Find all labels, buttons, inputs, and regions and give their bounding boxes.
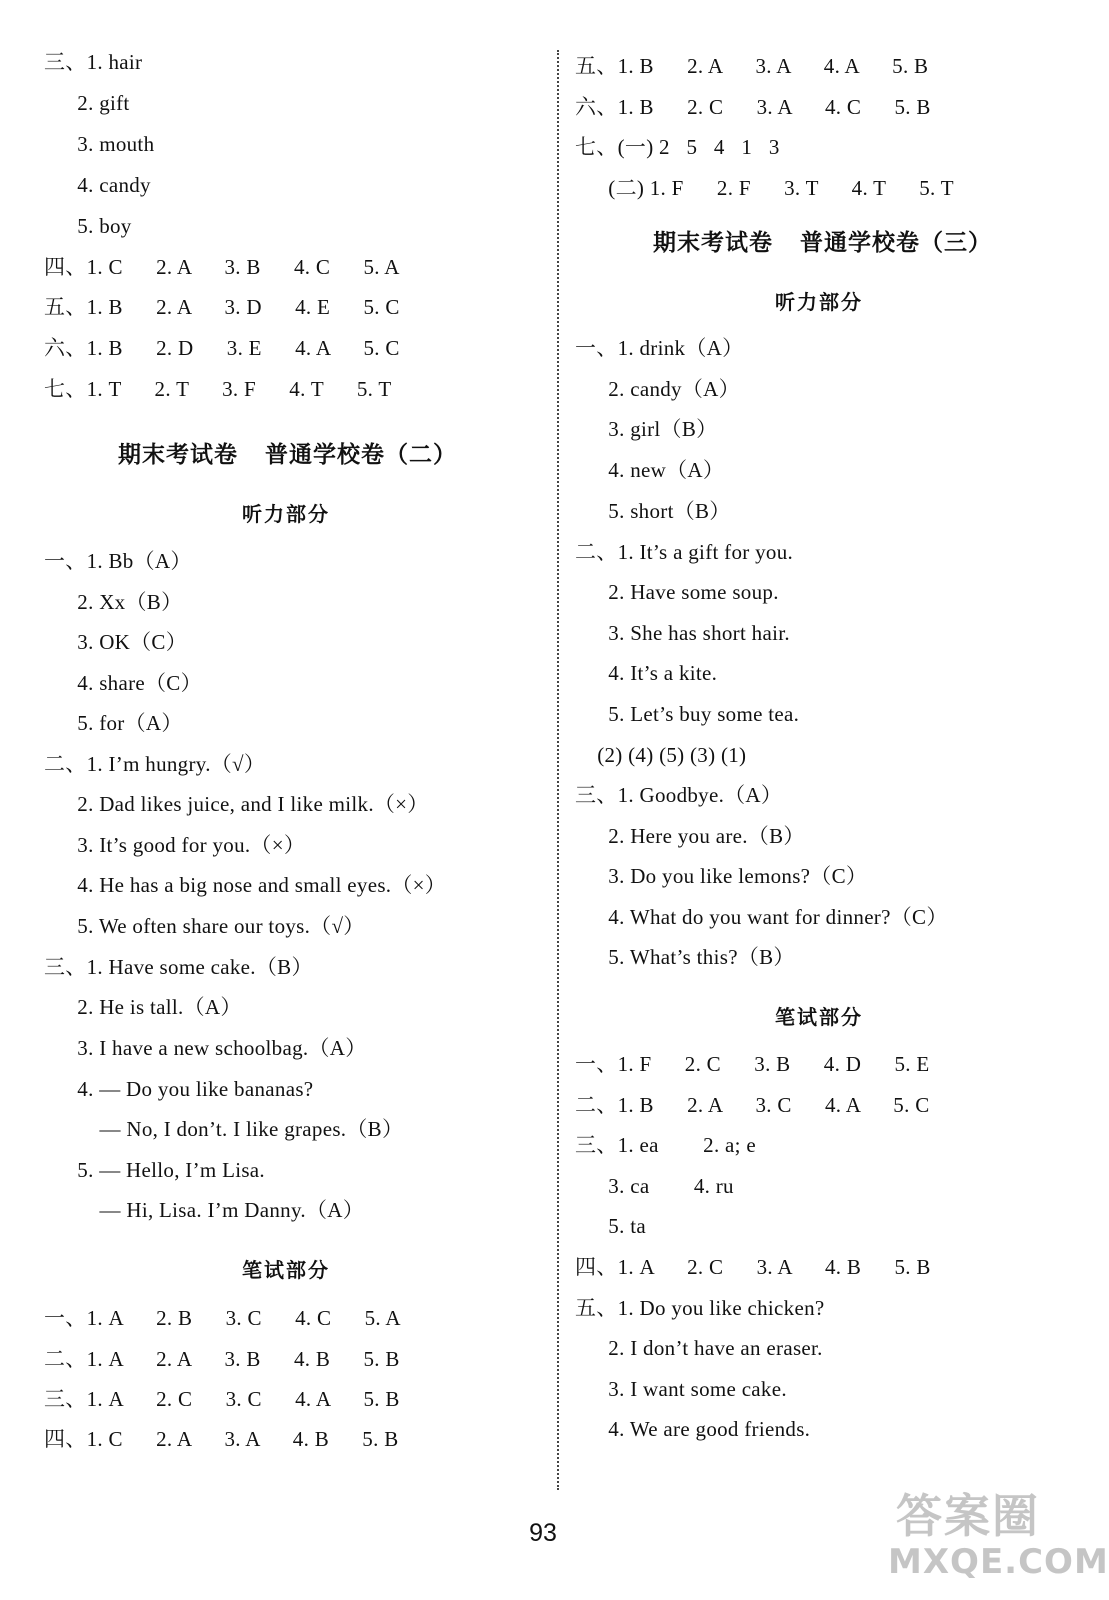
- answer-line: 五、1. Do you like chicken?: [575, 1296, 825, 1320]
- watermark-domain: MXQE.COM: [888, 1542, 1109, 1582]
- section-subtitle: 笔试部分: [775, 1005, 863, 1029]
- answer-line: 5. — Hello, I’m Lisa.: [44, 1158, 265, 1182]
- answer-line: 2. Here you are.（B）: [575, 824, 805, 848]
- answer-line: 三、1. ea 2. a; e: [575, 1133, 756, 1157]
- answer-line: 五、1. B 2. A 3. D 4. E 5. C: [44, 295, 400, 319]
- answer-line: 五、1. B 2. A 3. A 4. A 5. B: [575, 54, 929, 78]
- answer-line: 5. We often share our toys.（√）: [44, 914, 365, 938]
- answer-line: 一、1. Bb（A）: [44, 549, 192, 573]
- answer-line: 3. I have a new schoolbag.（A）: [44, 1036, 367, 1060]
- answer-line: 一、1. F 2. C 3. B 4. D 5. E: [575, 1052, 930, 1076]
- answer-line: 2. Have some soup.: [575, 580, 779, 604]
- answer-line: 二、1. B 2. A 3. C 4. A 5. C: [575, 1093, 930, 1117]
- answer-line: 一、1. A 2. B 3. C 4. C 5. A: [44, 1306, 401, 1330]
- column-divider: [557, 50, 559, 1490]
- answer-line: 一、1. drink（A）: [575, 336, 744, 360]
- answer-line: 三、1. hair: [44, 50, 143, 74]
- answer-line: 2. I don’t have an eraser.: [575, 1336, 823, 1360]
- answer-line: 六、1. B 2. C 3. A 4. C 5. B: [575, 95, 931, 119]
- answer-line: 4. What do you want for dinner?（C）: [575, 905, 948, 929]
- answer-line: 4. He has a big nose and small eyes.（×）: [44, 873, 447, 897]
- answer-line: 3. mouth: [44, 132, 155, 156]
- section-subtitle: 听力部分: [775, 290, 863, 314]
- answer-line: 四、1. C 2. A 3. A 4. B 5. B: [44, 1427, 399, 1451]
- answer-line: 3. I want some cake.: [575, 1377, 787, 1401]
- answer-line: 4. — Do you like bananas?: [44, 1077, 314, 1101]
- answer-line: 七、1. T 2. T 3. F 4. T 5. T: [44, 377, 392, 401]
- answer-line: 5. What’s this?（B）: [575, 945, 795, 969]
- answer-line: 4. new（A）: [575, 458, 725, 482]
- section-title: 期末考试卷 普通学校卷（三）: [653, 230, 993, 256]
- section-subtitle: 笔试部分: [242, 1258, 330, 1282]
- answer-line: 3. She has short hair.: [575, 621, 790, 645]
- answer-line: 4. It’s a kite.: [575, 661, 718, 685]
- answer-line: 5. for（A）: [44, 711, 183, 735]
- answer-line: 5. short（B）: [575, 499, 731, 523]
- answer-line: 2. candy（A）: [575, 377, 740, 401]
- answer-line: 3. girl（B）: [575, 417, 718, 441]
- answer-line: 四、1. C 2. A 3. B 4. C 5. A: [44, 255, 400, 279]
- answer-line: 3. ca 4. ru: [575, 1174, 734, 1198]
- answer-line: 三、1. Goodbye.（A）: [575, 783, 783, 807]
- answer-line: 六、1. B 2. D 3. E 4. A 5. C: [44, 336, 400, 360]
- answer-line: 4. candy: [44, 173, 151, 197]
- answer-line: 二、1. It’s a gift for you.: [575, 540, 794, 564]
- answer-line: 2. Dad likes juice, and I like milk.（×）: [44, 792, 429, 816]
- answer-line: (二) 1. F 2. F 3. T 4. T 5. T: [575, 176, 954, 200]
- answer-line: 七、(一) 2 5 4 1 3: [575, 135, 780, 159]
- answer-line: 二、1. I’m hungry.（√）: [44, 752, 266, 776]
- section-title: 期末考试卷 普通学校卷（二）: [118, 442, 458, 468]
- answer-line: — No, I don’t. I like grapes.（B）: [44, 1117, 404, 1141]
- section-subtitle: 听力部分: [242, 502, 330, 526]
- answer-line: 5. Let’s buy some tea.: [575, 702, 800, 726]
- watermark-glyphs: 答案圈: [896, 1489, 1040, 1543]
- answer-line: 四、1. A 2. C 3. A 4. B 5. B: [575, 1255, 931, 1279]
- answer-line: 3. OK（C）: [44, 630, 188, 654]
- answer-line: 二、1. A 2. A 3. B 4. B 5. B: [44, 1347, 400, 1371]
- answer-line: 2. Xx（B）: [44, 590, 183, 614]
- answer-line: — Hi, Lisa. I’m Danny.（A）: [44, 1198, 365, 1222]
- answer-line: 2. He is tall.（A）: [44, 995, 242, 1019]
- answer-line: 5. ta: [575, 1214, 646, 1238]
- answer-line: 三、1. Have some cake.（B）: [44, 955, 313, 979]
- answer-line: 5. boy: [44, 214, 132, 238]
- answer-line: 3. Do you like lemons?（C）: [575, 864, 868, 888]
- answer-line: (2) (4) (5) (3) (1): [575, 743, 747, 767]
- answer-line: 3. It’s good for you.（×）: [44, 833, 306, 857]
- answer-line: 三、1. A 2. C 3. C 4. A 5. B: [44, 1387, 400, 1411]
- answer-line: 4. We are good friends.: [575, 1417, 811, 1441]
- page-number: 93: [529, 1519, 557, 1547]
- answer-line: 4. share（C）: [44, 671, 202, 695]
- answer-line: 2. gift: [44, 91, 130, 115]
